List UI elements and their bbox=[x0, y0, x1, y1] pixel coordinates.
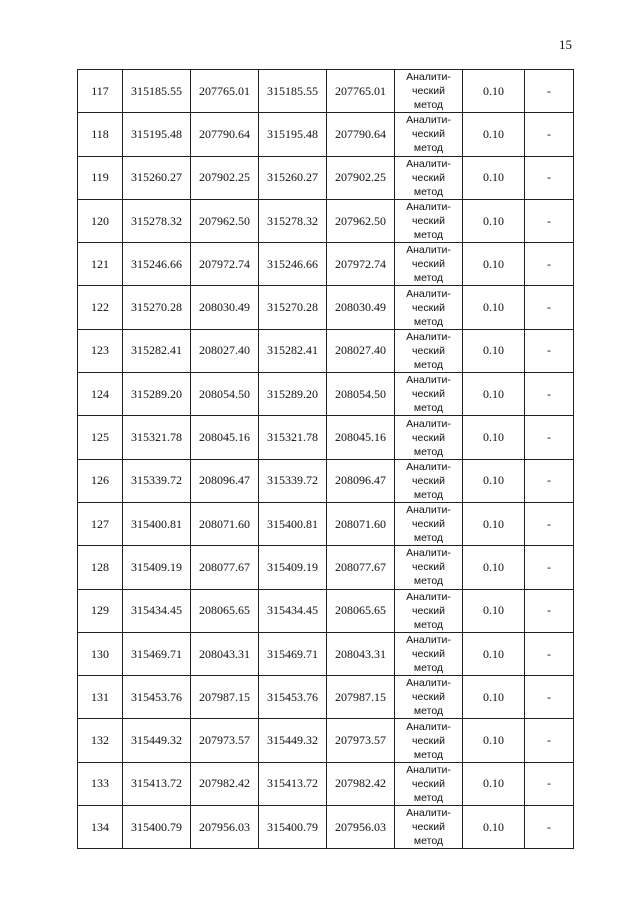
existing-y-cell: 207956.03 bbox=[191, 806, 259, 849]
specified-x-cell: 315339.72 bbox=[259, 459, 327, 502]
accuracy-cell: 0.10 bbox=[463, 199, 525, 242]
note-cell: - bbox=[525, 286, 574, 329]
note-cell: - bbox=[525, 546, 574, 589]
existing-y-cell: 208030.49 bbox=[191, 286, 259, 329]
existing-x-cell: 315289.20 bbox=[123, 373, 191, 416]
accuracy-cell: 0.10 bbox=[463, 70, 525, 113]
point-number-cell: 121 bbox=[78, 243, 123, 286]
method-cell bbox=[395, 502, 463, 545]
method-cell bbox=[395, 243, 463, 286]
table-row bbox=[78, 70, 574, 113]
existing-y-cell: 207962.50 bbox=[191, 199, 259, 242]
method-text-line: метод bbox=[413, 272, 444, 285]
method-text-line: Аналити- bbox=[406, 634, 451, 646]
point-number-cell: 134 bbox=[78, 806, 123, 849]
coordinates-table bbox=[77, 69, 574, 849]
method-text-line: ческий bbox=[412, 691, 445, 704]
existing-x-cell: 315434.45 bbox=[123, 589, 191, 632]
method-text-line: Аналити- bbox=[406, 720, 451, 733]
note-cell: - bbox=[525, 199, 574, 242]
method-text-line: Аналити- bbox=[406, 504, 451, 517]
accuracy-cell: 0.10 bbox=[463, 113, 525, 156]
note-cell: - bbox=[525, 459, 574, 502]
method-text-line: ческий bbox=[412, 648, 445, 660]
specified-x-cell: 315289.20 bbox=[259, 373, 327, 416]
point-number-cell: 133 bbox=[78, 762, 123, 805]
table-row bbox=[78, 632, 574, 675]
method-text-line: Аналити- bbox=[406, 590, 451, 603]
accuracy-cell: 0.10 bbox=[463, 806, 525, 849]
existing-y-cell: 208071.60 bbox=[191, 502, 259, 545]
method-text-line: ческий bbox=[412, 561, 445, 574]
existing-x-cell: 315339.72 bbox=[123, 459, 191, 502]
method-text-line: Аналити- bbox=[406, 114, 451, 127]
existing-y-cell: 208045.16 bbox=[191, 416, 259, 459]
method-cell bbox=[395, 286, 463, 329]
specified-y-cell: 208045.16 bbox=[327, 416, 395, 459]
method-text-line: метод bbox=[413, 662, 444, 674]
method-text-line: метод bbox=[413, 185, 444, 198]
method-text-line: ческий bbox=[412, 734, 445, 747]
method-text-line: Аналити- bbox=[406, 417, 451, 430]
existing-x-cell: 315469.71 bbox=[123, 632, 191, 675]
specified-x-cell: 315453.76 bbox=[259, 676, 327, 719]
point-number-cell: 125 bbox=[78, 416, 123, 459]
accuracy-cell: 0.10 bbox=[463, 762, 525, 805]
method-text-line: ческий bbox=[412, 344, 445, 357]
accuracy-cell: 0.10 bbox=[463, 676, 525, 719]
existing-x-cell: 315413.72 bbox=[123, 762, 191, 805]
existing-y-cell: 208065.65 bbox=[191, 589, 259, 632]
specified-x-cell: 315246.66 bbox=[259, 243, 327, 286]
specified-y-cell: 207987.15 bbox=[327, 676, 395, 719]
specified-y-cell: 207902.25 bbox=[327, 156, 395, 199]
note-cell: - bbox=[525, 762, 574, 805]
point-number-cell: 131 bbox=[78, 676, 123, 719]
specified-x-cell: 315400.81 bbox=[259, 502, 327, 545]
specified-x-cell: 315260.27 bbox=[259, 156, 327, 199]
point-number-cell: 117 bbox=[78, 70, 123, 113]
method-text-line: Аналити- bbox=[406, 374, 451, 387]
point-number-cell: 122 bbox=[78, 286, 123, 329]
method-cell bbox=[395, 329, 463, 372]
point-number-cell: 123 bbox=[78, 329, 123, 372]
method-text-line: ческий bbox=[412, 388, 445, 401]
accuracy-cell: 0.10 bbox=[463, 719, 525, 762]
table-row bbox=[78, 589, 574, 632]
table-row bbox=[78, 762, 574, 805]
note-cell: - bbox=[525, 70, 574, 113]
table-row bbox=[78, 199, 574, 242]
method-text-line: Аналити- bbox=[406, 287, 451, 300]
existing-y-cell: 207987.15 bbox=[191, 676, 259, 719]
specified-y-cell: 207790.64 bbox=[327, 113, 395, 156]
method-cell bbox=[395, 373, 463, 416]
method-text-line: Аналити- bbox=[406, 807, 451, 820]
table-row bbox=[78, 546, 574, 589]
method-text-line: метод bbox=[413, 315, 444, 328]
specified-x-cell: 315282.41 bbox=[259, 329, 327, 372]
accuracy-cell: 0.10 bbox=[463, 502, 525, 545]
existing-x-cell: 315270.28 bbox=[123, 286, 191, 329]
table-row bbox=[78, 459, 574, 502]
method-text-line: ческий bbox=[412, 777, 445, 790]
note-cell: - bbox=[525, 113, 574, 156]
table-row bbox=[78, 502, 574, 545]
method-text-line: метод bbox=[413, 618, 444, 631]
existing-y-cell: 207973.57 bbox=[191, 719, 259, 762]
existing-x-cell: 315409.19 bbox=[123, 546, 191, 589]
existing-y-cell: 208027.40 bbox=[191, 329, 259, 372]
note-cell: - bbox=[525, 676, 574, 719]
specified-y-cell: 208054.50 bbox=[327, 373, 395, 416]
existing-x-cell: 315453.76 bbox=[123, 676, 191, 719]
method-cell bbox=[395, 156, 463, 199]
method-cell bbox=[395, 676, 463, 719]
method-text-line: Аналити- bbox=[406, 547, 451, 560]
existing-y-cell: 208096.47 bbox=[191, 459, 259, 502]
method-text-line: ческий bbox=[412, 431, 445, 444]
method-text-line: метод bbox=[413, 229, 444, 242]
point-number-cell: 124 bbox=[78, 373, 123, 416]
method-text-line: метод bbox=[413, 358, 444, 371]
existing-y-cell: 208043.31 bbox=[191, 632, 259, 675]
method-text-line: метод bbox=[413, 705, 444, 718]
existing-x-cell: 315400.79 bbox=[123, 806, 191, 849]
method-cell bbox=[395, 459, 463, 502]
method-cell bbox=[395, 70, 463, 113]
table-row bbox=[78, 676, 574, 719]
method-cell bbox=[395, 632, 463, 675]
existing-x-cell: 315449.32 bbox=[123, 719, 191, 762]
table-row bbox=[78, 719, 574, 762]
point-number-cell: 119 bbox=[78, 156, 123, 199]
specified-x-cell: 315195.48 bbox=[259, 113, 327, 156]
existing-y-cell: 208077.67 bbox=[191, 546, 259, 589]
specified-y-cell: 207765.01 bbox=[327, 70, 395, 113]
method-text-line: ческий bbox=[412, 474, 445, 487]
method-text-line: ческий bbox=[412, 301, 445, 314]
existing-x-cell: 315278.32 bbox=[123, 199, 191, 242]
specified-y-cell: 208096.47 bbox=[327, 459, 395, 502]
accuracy-cell: 0.10 bbox=[463, 286, 525, 329]
note-cell: - bbox=[525, 416, 574, 459]
method-text-line: метод bbox=[413, 575, 444, 588]
specified-y-cell: 207972.74 bbox=[327, 243, 395, 286]
specified-x-cell: 315400.79 bbox=[259, 806, 327, 849]
specified-y-cell: 207956.03 bbox=[327, 806, 395, 849]
note-cell: - bbox=[525, 243, 574, 286]
table-row bbox=[78, 329, 574, 372]
note-cell: - bbox=[525, 806, 574, 849]
method-text-line: ческий bbox=[412, 85, 445, 98]
note-cell: - bbox=[525, 156, 574, 199]
method-cell bbox=[395, 113, 463, 156]
existing-y-cell: 207902.25 bbox=[191, 156, 259, 199]
existing-x-cell: 315400.81 bbox=[123, 502, 191, 545]
note-cell: - bbox=[525, 589, 574, 632]
specified-x-cell: 315449.32 bbox=[259, 719, 327, 762]
method-text-line: метод bbox=[413, 488, 444, 501]
existing-x-cell: 315260.27 bbox=[123, 156, 191, 199]
method-cell bbox=[395, 589, 463, 632]
point-number-cell: 130 bbox=[78, 632, 123, 675]
specified-y-cell: 208030.49 bbox=[327, 286, 395, 329]
method-text-line: метод bbox=[413, 445, 444, 458]
existing-x-cell: 315185.55 bbox=[123, 70, 191, 113]
method-text-line: метод bbox=[413, 99, 444, 112]
specified-x-cell: 315434.45 bbox=[259, 589, 327, 632]
point-number-cell: 118 bbox=[78, 113, 123, 156]
note-cell: - bbox=[525, 632, 574, 675]
table-row bbox=[78, 156, 574, 199]
accuracy-cell: 0.10 bbox=[463, 459, 525, 502]
specified-y-cell: 207982.42 bbox=[327, 762, 395, 805]
method-text-line: Аналити- bbox=[406, 157, 451, 170]
method-text-line: ческий bbox=[412, 171, 445, 184]
accuracy-cell: 0.10 bbox=[463, 546, 525, 589]
note-cell: - bbox=[525, 502, 574, 545]
existing-y-cell: 207765.01 bbox=[191, 70, 259, 113]
specified-y-cell: 208077.67 bbox=[327, 546, 395, 589]
specified-x-cell: 315321.78 bbox=[259, 416, 327, 459]
point-number-cell: 126 bbox=[78, 459, 123, 502]
method-cell bbox=[395, 719, 463, 762]
specified-y-cell: 208071.60 bbox=[327, 502, 395, 545]
specified-y-cell: 208027.40 bbox=[327, 329, 395, 372]
table-row bbox=[78, 286, 574, 329]
method-text-line: ческий bbox=[412, 821, 445, 834]
point-number-cell: 132 bbox=[78, 719, 123, 762]
method-text-line: Аналити- bbox=[406, 244, 451, 257]
method-cell bbox=[395, 199, 463, 242]
note-cell: - bbox=[525, 373, 574, 416]
specified-x-cell: 315409.19 bbox=[259, 546, 327, 589]
method-cell bbox=[395, 416, 463, 459]
method-text-line: метод bbox=[413, 532, 444, 545]
table-row bbox=[78, 373, 574, 416]
existing-x-cell: 315246.66 bbox=[123, 243, 191, 286]
point-number-cell: 128 bbox=[78, 546, 123, 589]
method-text-line: Аналити- bbox=[406, 460, 451, 473]
table-row bbox=[78, 806, 574, 849]
point-number-cell: 120 bbox=[78, 199, 123, 242]
method-text-line: метод bbox=[413, 402, 444, 415]
method-cell bbox=[395, 806, 463, 849]
specified-y-cell: 207962.50 bbox=[327, 199, 395, 242]
specified-x-cell: 315469.71 bbox=[259, 632, 327, 675]
accuracy-cell: 0.10 bbox=[463, 589, 525, 632]
specified-y-cell: 208043.31 bbox=[327, 632, 395, 675]
method-text-line: ческий bbox=[412, 518, 445, 531]
method-text-line: Аналити- bbox=[406, 71, 451, 84]
accuracy-cell: 0.10 bbox=[463, 243, 525, 286]
method-text-line: Аналити- bbox=[406, 201, 451, 214]
page-number: 15 bbox=[559, 37, 572, 52]
accuracy-cell: 0.10 bbox=[463, 373, 525, 416]
accuracy-cell: 0.10 bbox=[463, 416, 525, 459]
table-row bbox=[78, 243, 574, 286]
specified-x-cell: 315270.28 bbox=[259, 286, 327, 329]
method-text-line: метод bbox=[413, 748, 444, 761]
specified-x-cell: 315413.72 bbox=[259, 762, 327, 805]
existing-x-cell: 315282.41 bbox=[123, 329, 191, 372]
table-row bbox=[78, 416, 574, 459]
existing-y-cell: 207982.42 bbox=[191, 762, 259, 805]
method-text-line: метод bbox=[413, 835, 444, 848]
method-text-line: ческий bbox=[412, 128, 445, 141]
table-row bbox=[78, 113, 574, 156]
existing-y-cell: 208054.50 bbox=[191, 373, 259, 416]
specified-x-cell: 315278.32 bbox=[259, 199, 327, 242]
method-cell bbox=[395, 546, 463, 589]
note-cell: - bbox=[525, 719, 574, 762]
method-text-line: ческий bbox=[412, 604, 445, 617]
method-text-line: Аналити- bbox=[406, 330, 451, 343]
accuracy-cell: 0.10 bbox=[463, 329, 525, 372]
existing-x-cell: 315195.48 bbox=[123, 113, 191, 156]
specified-x-cell: 315185.55 bbox=[259, 70, 327, 113]
accuracy-cell: 0.10 bbox=[463, 632, 525, 675]
method-text-line: ческий bbox=[412, 258, 445, 271]
method-text-line: Аналити- bbox=[406, 677, 451, 690]
method-text-line: метод bbox=[413, 142, 444, 155]
specified-y-cell: 208065.65 bbox=[327, 589, 395, 632]
accuracy-cell: 0.10 bbox=[463, 156, 525, 199]
point-number-cell: 127 bbox=[78, 502, 123, 545]
existing-x-cell: 315321.78 bbox=[123, 416, 191, 459]
method-text-line: Аналити- bbox=[406, 763, 451, 776]
existing-y-cell: 207790.64 bbox=[191, 113, 259, 156]
note-cell: - bbox=[525, 329, 574, 372]
point-number-cell: 129 bbox=[78, 589, 123, 632]
specified-y-cell: 207973.57 bbox=[327, 719, 395, 762]
method-text-line: ческий bbox=[412, 215, 445, 228]
method-cell bbox=[395, 762, 463, 805]
existing-y-cell: 207972.74 bbox=[191, 243, 259, 286]
method-text-line: метод bbox=[413, 791, 444, 804]
